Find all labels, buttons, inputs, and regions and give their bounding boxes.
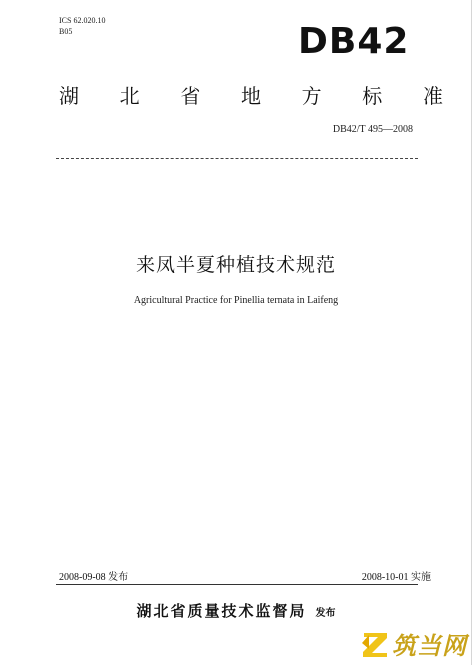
watermark-text: 筑当网 xyxy=(392,632,467,660)
standard-type-title xyxy=(59,84,443,108)
title-char: 北 xyxy=(119,84,140,108)
publish-date: 2008-09-08 发布 xyxy=(59,572,129,583)
title-char: 标 xyxy=(362,84,383,108)
classification-block xyxy=(59,15,105,37)
issuer-line xyxy=(0,600,472,621)
issuer-action: 发布 xyxy=(315,608,336,619)
document-title-cn: 来凤半夏种植技术规范 xyxy=(135,254,336,276)
document-title-en: Agricultural Practice for Pinellia ternata in Laifeng xyxy=(133,295,339,306)
title-char: 方 xyxy=(301,84,322,108)
ics-code: ICS 62.020.10 xyxy=(59,16,106,25)
title-char: 准 xyxy=(422,84,443,108)
header-divider xyxy=(56,158,418,159)
issuer-name: 湖北省质量技术监督局 xyxy=(136,602,307,620)
effective-date: 2008-10-01 实施 xyxy=(361,572,431,583)
standard-code: DB42 xyxy=(298,21,410,62)
category-code: B05 xyxy=(59,27,73,36)
title-char: 地 xyxy=(240,84,261,108)
footer-divider xyxy=(56,584,418,585)
title-char: 湖 xyxy=(59,84,79,108)
title-char: 省 xyxy=(180,84,201,108)
watermark xyxy=(360,626,467,661)
watermark-logo-icon xyxy=(360,629,390,659)
standard-number: DB42/T 495—2008 xyxy=(332,124,413,135)
